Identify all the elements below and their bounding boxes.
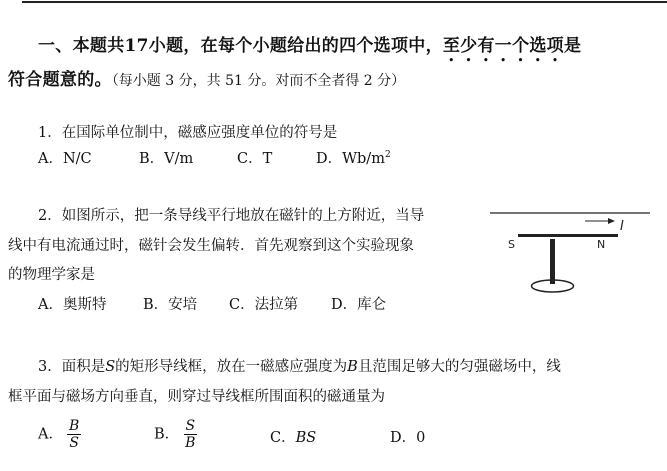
q3-option-c-value: BS — [295, 430, 317, 446]
heading-part1: 一、本题共 — [38, 36, 125, 56]
current-label: I — [620, 219, 624, 234]
compass-wire-figure — [490, 200, 660, 300]
section-heading-line2 — [8, 65, 405, 90]
q1-option-b[interactable]: B．V/m — [139, 151, 194, 167]
q1-option-d-sup: 2 — [384, 150, 391, 161]
q3-line1-a: 3．面积是 — [38, 359, 106, 375]
scoring-note: （每小题 3 分，共 51 分。对而不全者得 2 分） — [111, 73, 406, 89]
top-rule — [22, 1, 667, 3]
heading-part3: 是 — [563, 36, 582, 56]
q2-option-c[interactable]: C．法拉第 — [229, 297, 299, 313]
current-arrow-icon — [585, 218, 615, 224]
q1-stem: 1．在国际单位制中，磁感应强度单位的符号是 — [38, 125, 338, 141]
heading-line2-text: 符合题意的。 — [8, 70, 112, 90]
q3-option-c-label: C． — [270, 430, 296, 446]
q2-option-d[interactable]: D．库仑 — [331, 297, 387, 313]
compass-needle — [518, 234, 618, 237]
north-pole-label: N — [597, 238, 606, 251]
q2-option-b[interactable]: B．安培 — [143, 297, 198, 313]
q3-line1-c: 且范围足够大的匀强磁场中，线 — [357, 359, 561, 375]
q1-option-c[interactable]: C．T — [237, 151, 273, 167]
heading-emphasis: 至少有一个选项 — [442, 36, 564, 56]
q3-option-a-label: A． — [38, 426, 63, 443]
q3-option-b-numerator: S — [185, 418, 196, 434]
q1-option-d-text: D．Wb/m — [316, 151, 385, 167]
q3-option-a-numerator: B — [68, 418, 80, 434]
q3-option-d[interactable]: D．0 — [390, 430, 426, 446]
q2-stem-line1: 2．如图所示，把一条导线平行地放在磁针的上方附近，当导 — [38, 208, 425, 224]
q1-option-a[interactable]: A．N/C — [38, 151, 92, 167]
q3-stem-line1 — [38, 355, 561, 376]
q1-options — [0, 147, 667, 167]
compass-stand — [550, 239, 555, 284]
q3-options — [0, 418, 667, 462]
section-heading — [38, 31, 581, 66]
q3-option-b-denominator: B — [185, 435, 196, 451]
q3-option-b-label: B． — [154, 426, 180, 443]
q2-stem-line2: 线中有电流通过时，磁针会发生偏转．首先观察到这个实验现象 — [8, 238, 414, 254]
q3-option-c[interactable] — [270, 426, 316, 447]
q3-symbol-b: B — [347, 359, 358, 375]
q3-option-a-denominator: S — [69, 435, 79, 451]
q3-stem-line2: 框平面与磁场方向垂直，则穿过导线框所围面积的磁通量为 — [8, 389, 385, 405]
q3-symbol-s: S — [105, 359, 116, 375]
q3-option-b[interactable] — [154, 418, 197, 451]
question-count: 17 — [124, 36, 149, 56]
q3-line1-b: 的矩形导线框，放在一磁感应强度为 — [115, 359, 348, 375]
q3-option-b-fraction — [183, 418, 197, 451]
q2-stem-line3: 的物理学家是 — [8, 267, 95, 283]
south-pole-label: S — [508, 238, 515, 251]
q3-option-a[interactable] — [38, 418, 81, 451]
q2-options — [0, 293, 480, 313]
q3-option-a-fraction — [67, 418, 81, 451]
q1-option-d[interactable] — [316, 147, 391, 168]
q2-option-a[interactable]: A．奥斯特 — [38, 297, 107, 313]
heading-part2: 小题，在每个小题给出的四个选项中， — [148, 36, 443, 56]
